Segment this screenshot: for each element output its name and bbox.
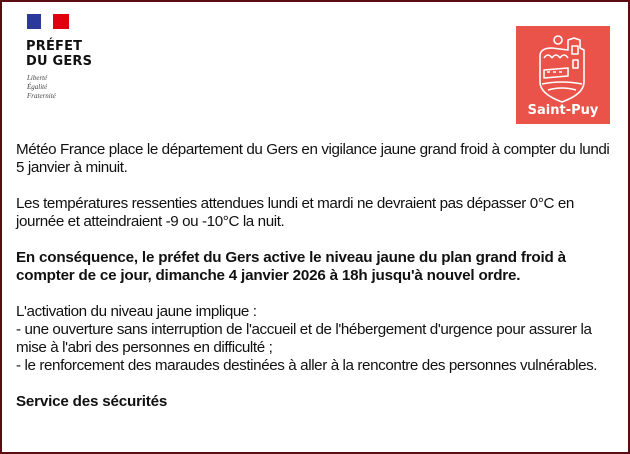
measures-intro: L'activation du niveau jaune implique : [16,303,257,320]
motto-egalite: Égalité [27,83,48,91]
motto-fraternite: Fraternité [27,92,56,100]
measures-list [16,303,616,375]
measure-item-1: - une ouverture sans interruption de l'accueil et de l'hébergement d'urgence pour assurer la mise à l'abri des personnes en difficulté ; [16,321,592,356]
notice-body [16,141,616,429]
saint-puy-logo [516,26,610,124]
prefecture-logo [24,14,104,101]
republic-motto [27,74,104,101]
prefecture-title-line1: PRÉFET [26,39,83,54]
paragraph-plan-activation: En conséquence, le préfet du Gers active le niveau jaune du plan grand froid à compter de ce jour, dimanche 4 janvier 2026 à 18h jusqu'à nouvel ordre. [16,249,566,284]
french-flag-icon [27,14,69,29]
prefecture-title-line2: DU GERS [26,54,93,69]
measure-item-2: - le renforcement des maraudes destinées à aller à la rencontre des personnes vulnérables. [16,357,598,374]
town-name: Saint-Puy [527,103,599,118]
signature: Service des sécurités [16,393,168,410]
prefecture-title [26,39,104,69]
paragraph-vigilance: Météo France place le département du Gers en vigilance jaune grand froid à compter du lundi 5 janvier à minuit. [16,141,610,176]
paragraph-temperatures: Les températures ressenties attendues lundi et mardi ne devraient pas dépasser 0°C en journée et atteindraient -9 ou -10°C la nuit. [16,195,574,230]
motto-liberte: Liberté [27,74,48,82]
